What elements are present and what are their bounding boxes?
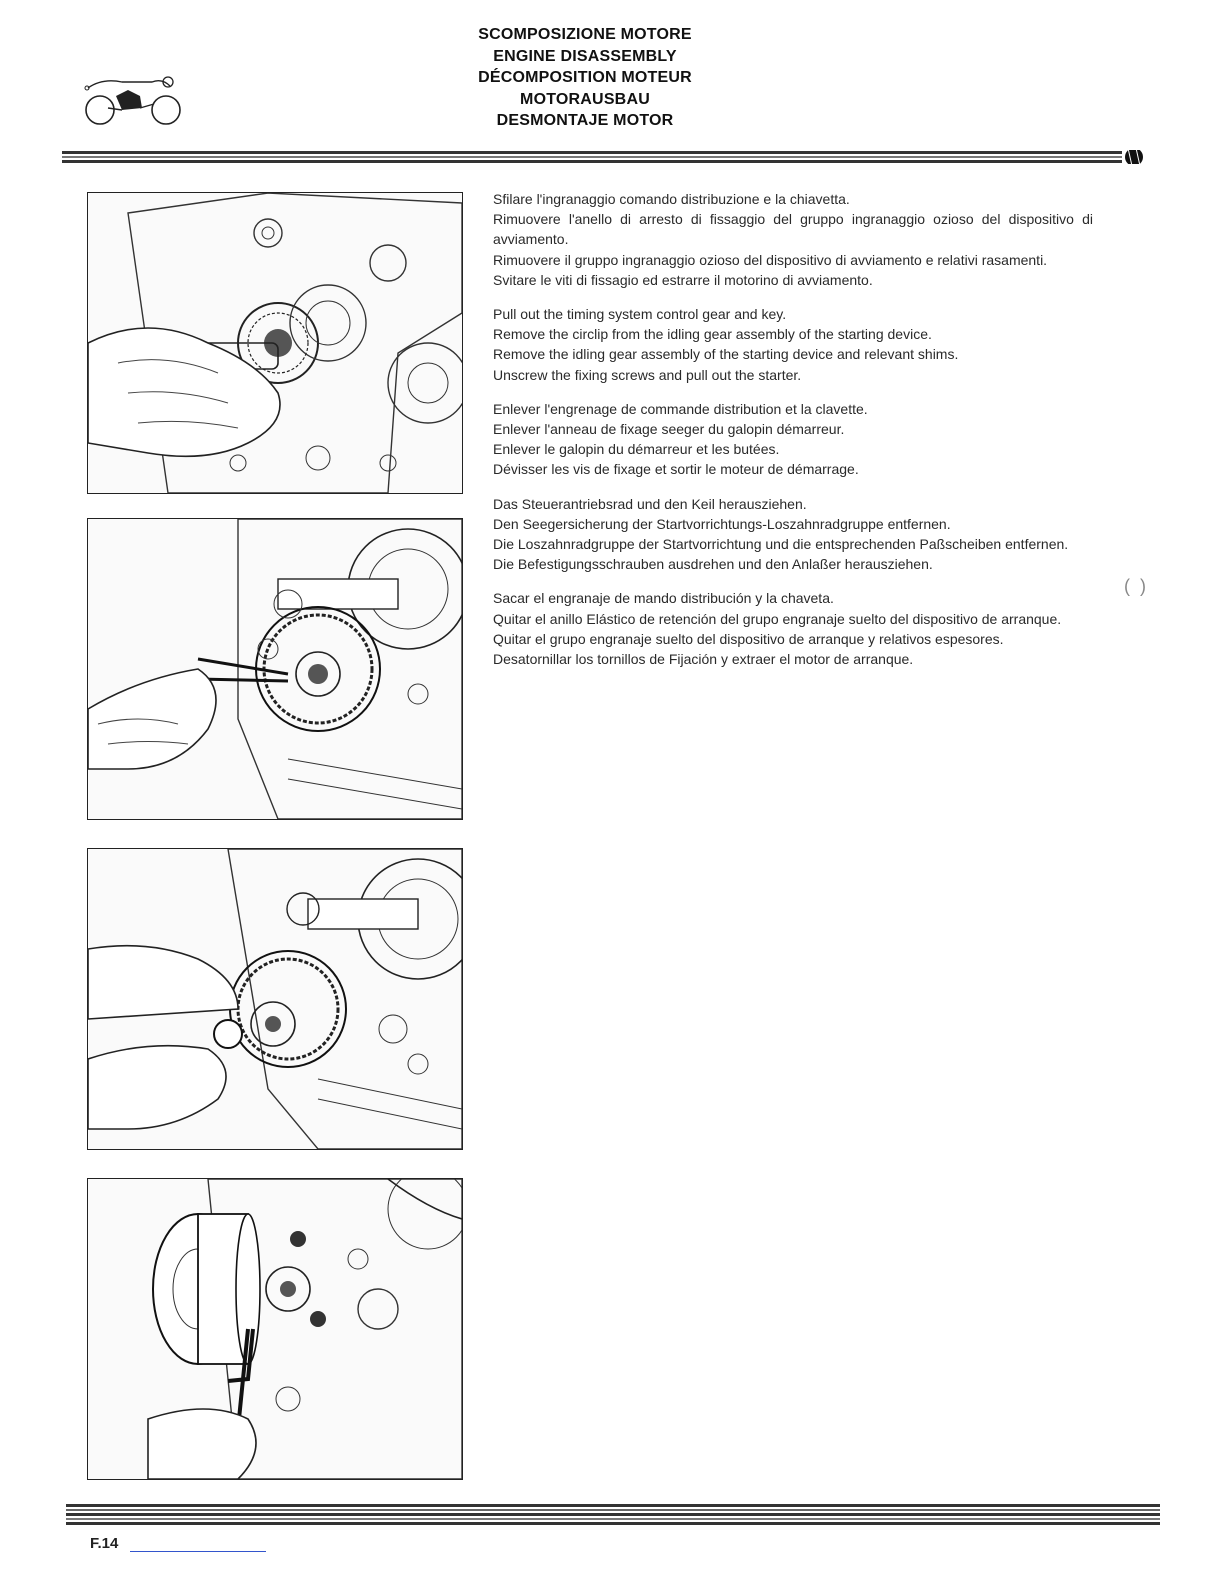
page-title bbox=[400, 24, 770, 132]
instruction-line: Enlever l'engrenage de commande distribution et la clavette. bbox=[493, 400, 868, 417]
instruction-line: Unscrew the fixing screws and pull out the starter. bbox=[493, 366, 802, 383]
instruction-line: Sacar el engranaje de mando distribución y la chaveta. bbox=[493, 590, 834, 607]
binder-hole-mark: ( ) bbox=[1124, 576, 1146, 596]
instruction-line: Die Loszahnradgruppe der Startvorrichtung und die entsprechenden Paßscheiben entfernen. bbox=[493, 536, 1069, 553]
instruction-line: Quitar el grupo engranaje suelto del dispositivo de arranque y relativos espesores. bbox=[493, 630, 1004, 647]
instruction-line: Pull out the timing system control gear and key. bbox=[493, 306, 787, 323]
instruction-line: Desatornillar los tornillos de Fijación y extraer el motor de arranque. bbox=[493, 651, 914, 668]
instructions-french bbox=[493, 399, 1093, 480]
bottom-divider bbox=[66, 1503, 1160, 1525]
instructions-english bbox=[493, 304, 1093, 385]
instructions-german bbox=[493, 494, 1093, 575]
title-french: DÉCOMPOSITION MOTEUR bbox=[478, 69, 692, 86]
footer-link-underline bbox=[130, 1551, 266, 1552]
instruction-line: Remove the idling gear assembly of the starting device and relevant shims. bbox=[493, 346, 959, 363]
title-spanish: DESMONTAJE MOTOR bbox=[496, 112, 674, 129]
instruction-line: Rimuovere il gruppo ingranaggio ozioso del dispositivo di avviamento e relativi rasamenti. bbox=[493, 251, 1048, 268]
timing-gear-removal-illustration bbox=[87, 192, 463, 494]
instruction-line: Enlever l'anneau de fixage seeger du galopin démarreur. bbox=[493, 421, 845, 438]
instructions-italian bbox=[493, 189, 1093, 290]
instruction-line: Die Befestigungsschrauben ausdrehen und den Anlaßer herausziehen. bbox=[493, 556, 933, 573]
starter-motor-removal-illustration bbox=[87, 1178, 463, 1480]
title-english: ENGINE DISASSEMBLY bbox=[493, 47, 677, 65]
instruction-line: Das Steuerantriebsrad und den Keil herausziehen. bbox=[493, 495, 807, 512]
title-german: MOTORAUSBAU bbox=[520, 90, 650, 108]
instruction-line: Quitar el anillo Elástico de retención del grupo engranaje suelto del dispositivo de arranque. bbox=[493, 610, 1062, 627]
title-italian: SCOMPOSIZIONE MOTORE bbox=[478, 26, 692, 43]
instruction-line: Den Seegersicherung der Startvorrichtungs-Loszahnradgruppe entfernen. bbox=[493, 515, 951, 532]
instructions-spanish bbox=[493, 588, 1093, 669]
instruction-line: Remove the circlip from the idling gear assembly of the starting device. bbox=[493, 326, 932, 343]
page-number: F.14 bbox=[90, 1535, 119, 1552]
top-divider bbox=[62, 150, 1152, 164]
motorcycle-icon bbox=[82, 74, 182, 126]
instruction-line: Svitare le viti di fissagio ed estrarre il motorino di avviamento. bbox=[493, 271, 873, 288]
instruction-line: Rimuovere l'anello di arresto di fissaggio del gruppo ingranaggio ozioso del dispositivo di avviamento. bbox=[493, 211, 1093, 248]
circlip-pliers-illustration bbox=[87, 518, 463, 820]
instruction-line: Enlever le galopin du démarreur et les butées. bbox=[493, 441, 780, 458]
idling-gear-removal-illustration bbox=[87, 848, 463, 1150]
instruction-line: Sfilare l'ingranaggio comando distribuzione e la chiavetta. bbox=[493, 191, 850, 207]
instructions-text bbox=[493, 189, 1093, 683]
instruction-line: Dévisser les vis de fixage et sortir le moteur de démarrage. bbox=[493, 461, 859, 478]
